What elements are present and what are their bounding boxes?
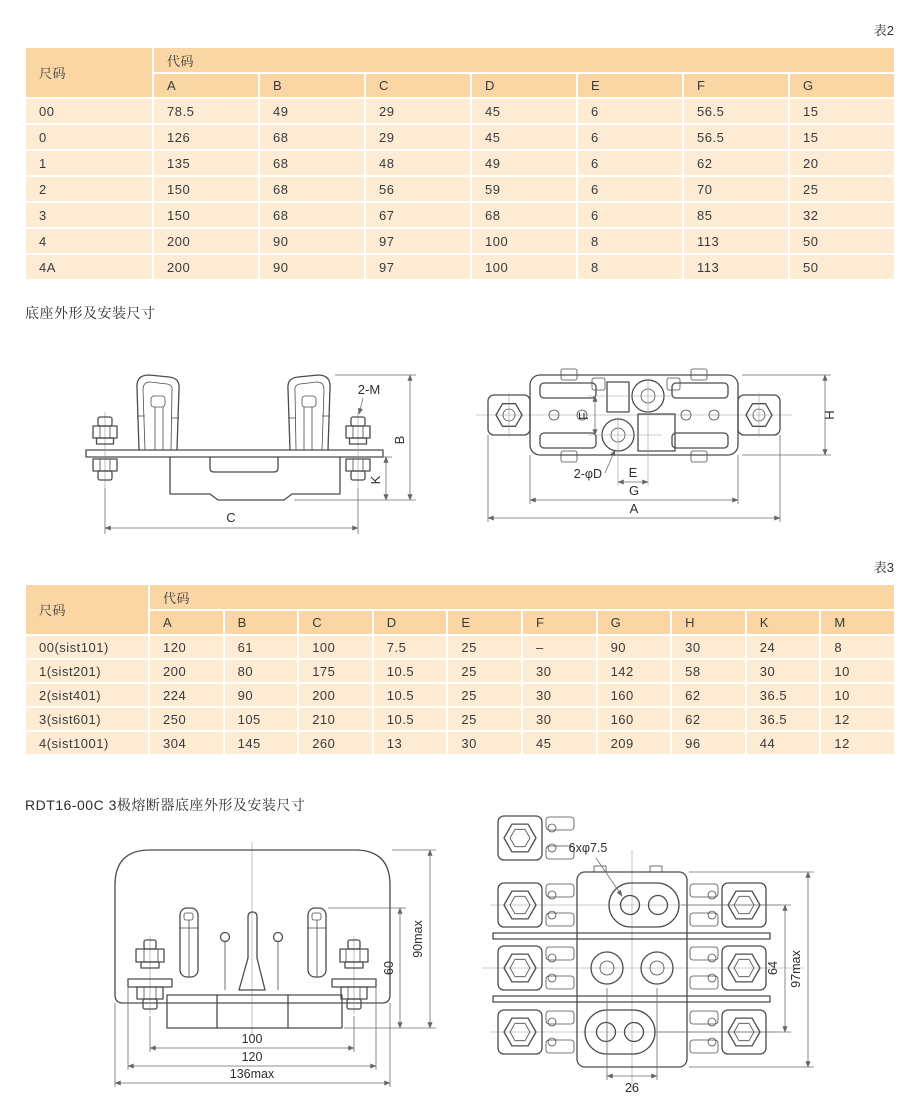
value-cell: 59 bbox=[472, 177, 576, 201]
dim-label-e: E bbox=[628, 465, 638, 480]
table-subheader-row bbox=[26, 611, 894, 634]
rdt-top-geometry bbox=[482, 816, 804, 1090]
value-cell: 68 bbox=[260, 203, 364, 227]
value-cell: 13 bbox=[374, 732, 447, 754]
dim-label-120: 120 bbox=[241, 1050, 263, 1064]
value-cell: 10 bbox=[821, 684, 894, 706]
value-cell: 44 bbox=[747, 732, 820, 754]
value-cell: 68 bbox=[472, 203, 576, 227]
value-cell: 10.5 bbox=[374, 708, 447, 730]
dim-label-136max: 136max bbox=[229, 1067, 275, 1081]
value-cell: 30 bbox=[672, 636, 745, 658]
value-cell: 120 bbox=[150, 636, 223, 658]
value-cell: 6 bbox=[578, 99, 682, 123]
dimension-table-3 bbox=[24, 583, 896, 756]
table-row bbox=[26, 732, 894, 754]
dim-label-2phid: 2-φD bbox=[573, 467, 602, 481]
column-header-d: D bbox=[374, 611, 447, 634]
table-row bbox=[26, 125, 894, 149]
table-header-row bbox=[26, 585, 894, 609]
rdt-front-geometry bbox=[115, 842, 390, 1036]
code-header: 代码 bbox=[154, 48, 894, 72]
value-cell: 10 bbox=[821, 660, 894, 682]
rdt-front-view-drawing bbox=[88, 840, 464, 1098]
value-cell: 96 bbox=[672, 732, 745, 754]
value-cell: 224 bbox=[150, 684, 223, 706]
value-cell: 49 bbox=[472, 151, 576, 175]
value-cell: – bbox=[523, 636, 596, 658]
size-cell: 1(sist201) bbox=[26, 660, 148, 682]
value-cell: 30 bbox=[523, 660, 596, 682]
column-header-k: K bbox=[747, 611, 820, 634]
column-header-e: E bbox=[578, 74, 682, 97]
column-header-d: D bbox=[472, 74, 576, 97]
value-cell: 260 bbox=[299, 732, 372, 754]
value-cell: 56.5 bbox=[684, 99, 788, 123]
value-cell: 29 bbox=[366, 125, 470, 149]
value-cell: 32 bbox=[790, 203, 894, 227]
value-cell: 45 bbox=[472, 125, 576, 149]
value-cell: 25 bbox=[448, 636, 521, 658]
value-cell: 12 bbox=[821, 732, 894, 754]
value-cell: 97 bbox=[366, 229, 470, 253]
value-cell: 210 bbox=[299, 708, 372, 730]
base-top-view-drawing bbox=[462, 356, 866, 561]
value-cell: 67 bbox=[366, 203, 470, 227]
dim-label-2m: 2-M bbox=[357, 382, 381, 397]
size-cell: 2 bbox=[26, 177, 152, 201]
value-cell: 8 bbox=[578, 255, 682, 279]
value-cell: 30 bbox=[747, 660, 820, 682]
value-cell: 145 bbox=[225, 732, 298, 754]
value-cell: 62 bbox=[672, 708, 745, 730]
value-cell: 50 bbox=[790, 255, 894, 279]
value-cell: 45 bbox=[472, 99, 576, 123]
rdt-top-view-drawing bbox=[470, 838, 870, 1099]
value-cell: 12 bbox=[821, 708, 894, 730]
column-header-h: H bbox=[672, 611, 745, 634]
value-cell: 15 bbox=[790, 125, 894, 149]
value-cell: 20 bbox=[790, 151, 894, 175]
value-cell: 10.5 bbox=[374, 660, 447, 682]
dim-label-97max: 97max bbox=[789, 950, 803, 988]
value-cell: 135 bbox=[154, 151, 258, 175]
table-row bbox=[26, 708, 894, 730]
value-cell: 160 bbox=[598, 684, 671, 706]
base-front-view-drawing bbox=[60, 356, 448, 556]
size-cell: 2(sist401) bbox=[26, 684, 148, 706]
value-cell: 50 bbox=[790, 229, 894, 253]
table-row bbox=[26, 660, 894, 682]
value-cell: 48 bbox=[366, 151, 470, 175]
value-cell: 78.5 bbox=[154, 99, 258, 123]
value-cell: 150 bbox=[154, 177, 258, 201]
base-front-geometry bbox=[86, 375, 383, 500]
table-header-row bbox=[26, 48, 894, 72]
value-cell: 8 bbox=[578, 229, 682, 253]
column-header-e: E bbox=[448, 611, 521, 634]
value-cell: 15 bbox=[790, 99, 894, 123]
value-cell: 113 bbox=[684, 229, 788, 253]
table-row bbox=[26, 177, 894, 201]
value-cell: 250 bbox=[150, 708, 223, 730]
value-cell: 25 bbox=[448, 660, 521, 682]
table-row bbox=[26, 229, 894, 253]
table-row bbox=[26, 684, 894, 706]
value-cell: 68 bbox=[260, 177, 364, 201]
code-header: 代码 bbox=[150, 585, 894, 609]
table-row bbox=[26, 255, 894, 279]
dimension-table-2 bbox=[24, 46, 896, 281]
value-cell: 30 bbox=[448, 732, 521, 754]
size-cell: 3 bbox=[26, 203, 152, 227]
value-cell: 304 bbox=[150, 732, 223, 754]
dim-label-a: A bbox=[629, 501, 639, 516]
value-cell: 30 bbox=[523, 684, 596, 706]
value-cell: 7.5 bbox=[374, 636, 447, 658]
column-header-a: A bbox=[154, 74, 258, 97]
size-column-header: 尺码 bbox=[26, 48, 152, 97]
value-cell: 62 bbox=[684, 151, 788, 175]
value-cell: 68 bbox=[260, 151, 364, 175]
value-cell: 6 bbox=[578, 203, 682, 227]
value-cell: 6 bbox=[578, 125, 682, 149]
value-cell: 36.5 bbox=[747, 708, 820, 730]
column-header-f: F bbox=[523, 611, 596, 634]
dim-label-holes: 6xφ7.5 bbox=[568, 841, 608, 855]
value-cell: 62 bbox=[672, 684, 745, 706]
size-cell: 3(sist601) bbox=[26, 708, 148, 730]
dim-label-b: B bbox=[392, 435, 407, 445]
value-cell: 90 bbox=[225, 684, 298, 706]
size-cell: 4 bbox=[26, 229, 152, 253]
table-subheader-row bbox=[26, 74, 894, 97]
value-cell: 100 bbox=[299, 636, 372, 658]
dim-label-h: H bbox=[822, 410, 837, 420]
value-cell: 160 bbox=[598, 708, 671, 730]
value-cell: 90 bbox=[260, 255, 364, 279]
table-row bbox=[26, 151, 894, 175]
column-header-c: C bbox=[299, 611, 372, 634]
dim-label-60: 60 bbox=[382, 961, 396, 975]
value-cell: 61 bbox=[225, 636, 298, 658]
rdt-front-dimensions bbox=[115, 850, 436, 1087]
column-header-b: B bbox=[260, 74, 364, 97]
value-cell: 6 bbox=[578, 177, 682, 201]
value-cell: 6 bbox=[578, 151, 682, 175]
base-front-dimensions bbox=[105, 375, 416, 534]
table-row bbox=[26, 636, 894, 658]
value-cell: 200 bbox=[154, 255, 258, 279]
table3-tag: 表3 bbox=[873, 560, 894, 575]
value-cell: 56.5 bbox=[684, 125, 788, 149]
value-cell: 68 bbox=[260, 125, 364, 149]
table-row bbox=[26, 203, 894, 227]
dim-label-c: C bbox=[226, 510, 236, 525]
value-cell: 90 bbox=[260, 229, 364, 253]
value-cell: 175 bbox=[299, 660, 372, 682]
column-header-m: M bbox=[821, 611, 894, 634]
dim-label-g: G bbox=[628, 483, 640, 498]
dim-label-100: 100 bbox=[241, 1032, 263, 1046]
value-cell: 25 bbox=[448, 684, 521, 706]
value-cell: 142 bbox=[598, 660, 671, 682]
value-cell: 29 bbox=[366, 99, 470, 123]
value-cell: 58 bbox=[672, 660, 745, 682]
column-header-g: G bbox=[598, 611, 671, 634]
size-cell: 1 bbox=[26, 151, 152, 175]
value-cell: 56 bbox=[366, 177, 470, 201]
dim-label-f: F bbox=[576, 412, 591, 420]
value-cell: 70 bbox=[684, 177, 788, 201]
value-cell: 100 bbox=[472, 229, 576, 253]
value-cell: 90 bbox=[598, 636, 671, 658]
value-cell: 24 bbox=[747, 636, 820, 658]
dim-label-90max: 90max bbox=[411, 920, 425, 958]
value-cell: 113 bbox=[684, 255, 788, 279]
value-cell: 100 bbox=[472, 255, 576, 279]
size-cell: 4A bbox=[26, 255, 152, 279]
value-cell: 80 bbox=[225, 660, 298, 682]
table-row bbox=[26, 99, 894, 123]
column-header-c: C bbox=[366, 74, 470, 97]
value-cell: 25 bbox=[790, 177, 894, 201]
column-header-g: G bbox=[790, 74, 894, 97]
size-cell: 00 bbox=[26, 99, 152, 123]
value-cell: 45 bbox=[523, 732, 596, 754]
size-cell: 0 bbox=[26, 125, 152, 149]
value-cell: 30 bbox=[523, 708, 596, 730]
size-cell: 00(sist101) bbox=[26, 636, 148, 658]
size-column-header: 尺码 bbox=[26, 585, 148, 634]
column-header-a: A bbox=[150, 611, 223, 634]
value-cell: 49 bbox=[260, 99, 364, 123]
value-cell: 85 bbox=[684, 203, 788, 227]
value-cell: 150 bbox=[154, 203, 258, 227]
value-cell: 25 bbox=[448, 708, 521, 730]
table2-tag: 表2 bbox=[873, 23, 894, 38]
value-cell: 8 bbox=[821, 636, 894, 658]
value-cell: 10.5 bbox=[374, 684, 447, 706]
value-cell: 97 bbox=[366, 255, 470, 279]
value-cell: 200 bbox=[150, 660, 223, 682]
value-cell: 36.5 bbox=[747, 684, 820, 706]
value-cell: 200 bbox=[299, 684, 372, 706]
value-cell: 126 bbox=[154, 125, 258, 149]
column-header-b: B bbox=[225, 611, 298, 634]
value-cell: 200 bbox=[154, 229, 258, 253]
dim-label-64: 64 bbox=[766, 961, 780, 975]
value-cell: 209 bbox=[598, 732, 671, 754]
dim-label-26: 26 bbox=[625, 1081, 639, 1095]
dim-label-k: K bbox=[368, 475, 383, 485]
section2-title: RDT16-00C 3极熔断器底座外形及安装尺寸 bbox=[25, 797, 306, 813]
column-header-f: F bbox=[684, 74, 788, 97]
section1-title: 底座外形及安装尺寸 bbox=[25, 305, 156, 321]
value-cell: 105 bbox=[225, 708, 298, 730]
size-cell: 4(sist1001) bbox=[26, 732, 148, 754]
base-top-dimensions bbox=[488, 375, 837, 522]
